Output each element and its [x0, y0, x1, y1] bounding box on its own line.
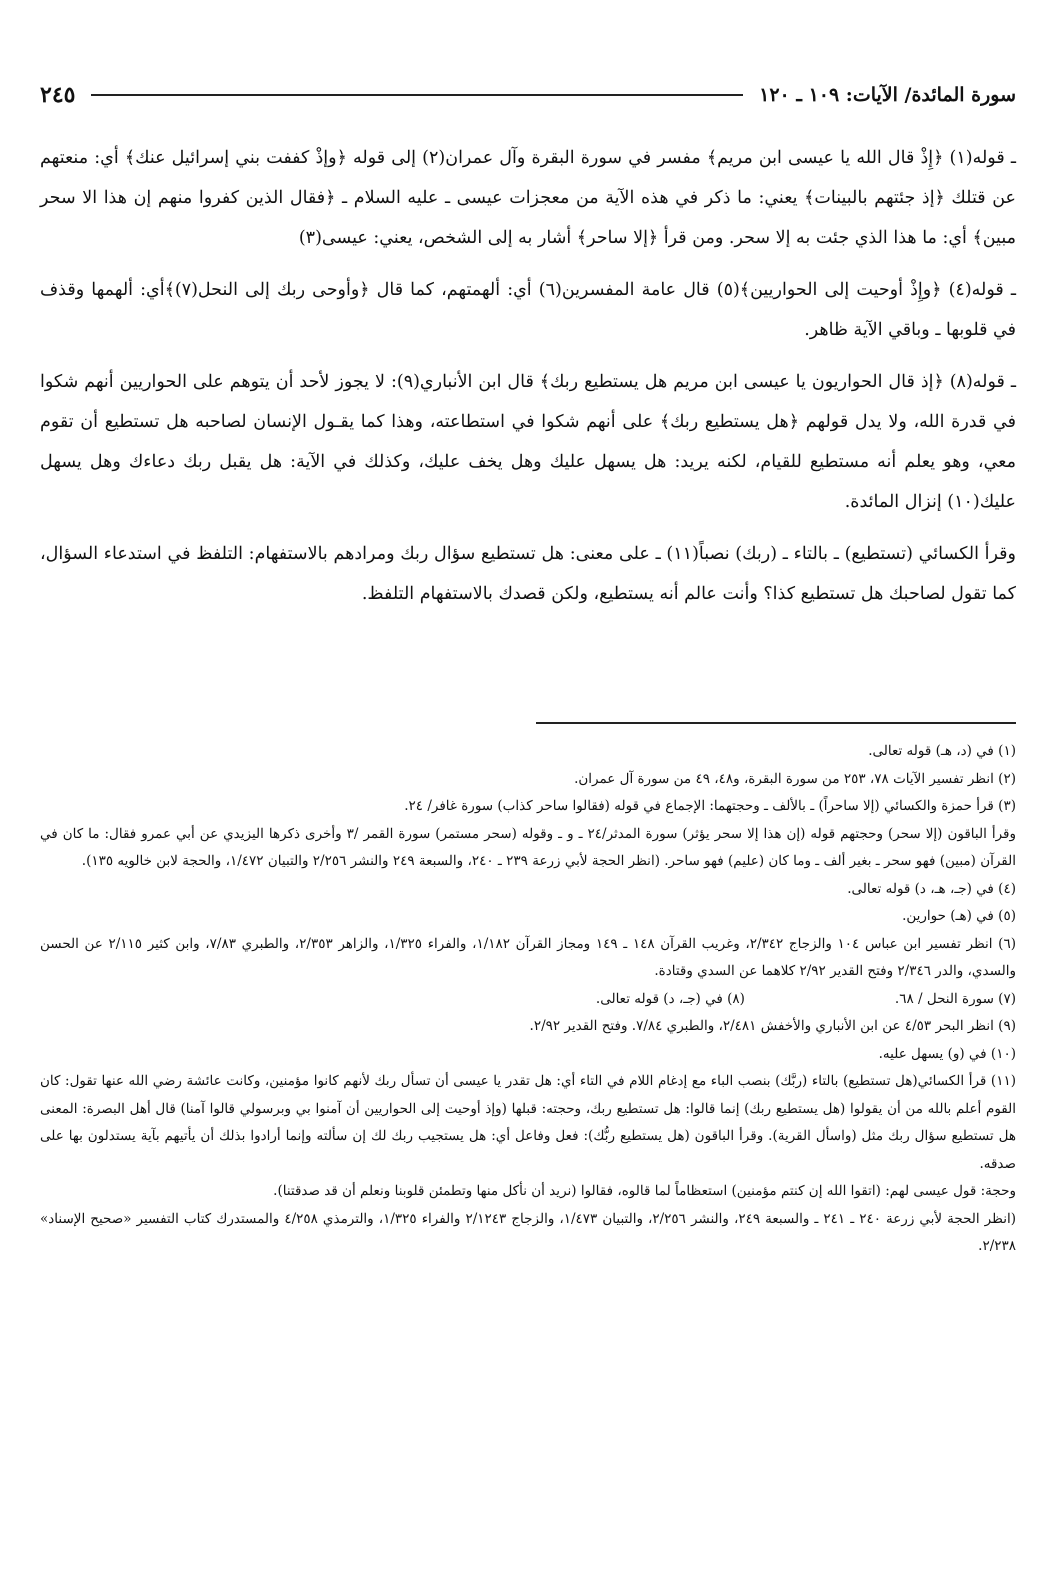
footnote: (انظر الحجة لأبي زرعة ٢٤٠ ـ ٢٤١ ـ والسبعة ٢٤٩، والنشر ٢/٢٥٦، والتبيان ١/٤٧٣، والزجاج ٢/١٢٤٣ والفراء ١/٣٢٥، والترمذي ٤/٢٥٨ والمستدرك كتاب التفسير «صحيح الإسناد» ٢/٢٣٨.: [40, 1210, 1016, 1254]
page-header: [40, 78, 1016, 112]
main-text: [40, 138, 1016, 626]
paragraph: ـ قوله(٤) ﴿وإِذْ أوحيت إلى الحواريين﴾(٥) قال عامة المفسرين(٦) أي: ألهمتهم، كما قال ﴿وأوحى ربك إلى النحل(٧)﴾أي: ألهمها وقذف في قلوبها ـ وباقي الآية ظاهر.: [40, 280, 1016, 340]
footnote: (٦) انظر تفسير ابن عباس ١٠٤ والزجاج ٢/٣٤٢، وغريب القرآن ١٤٨ ـ ١٤٩ ومجاز القرآن ١/١٨٢، والفراء ١/٣٢٥، والزاهر ٢/٣٥٣، والطبري ٧/٨٣، وابن كثير ٢/١١٥ عن الحسن والسدي، والدر ٢/٣٤٦ وفتح القدير ٢/٩٢ كلاهما عن السدي وقتادة.: [40, 935, 1016, 979]
footnote: (٧) سورة النحل / ٦٨.: [894, 990, 1016, 1007]
header-rule: [91, 94, 743, 96]
footnote-pair: [40, 986, 1016, 1014]
footnote: وحجة: قول عيسى لهم: (اتقوا الله إن كنتم مؤمنين) استعظاماً لما قالوه، فقالوا (نريد أن نأكل منها وتطمئن قلوبنا ونعلم أن قد صدقتنا).: [273, 1183, 1016, 1199]
footnote: (١٠) في (و) يسهل عليه.: [878, 1045, 1016, 1062]
footnote: وقرأ الباقون (إلا سحر) وحجتهم قوله (إن هذا إلا سحر يؤثر) سورة المدثر/٢٤ ـ و ـ وقوله (سحر مستمر) سورة القمر /٣ وأخرى ذكرها اليزيدي عن أبي عمرو فقال: ما كان في القرآن (مبين) فهو سحر ـ بغير ألف ـ وما كان (عليم) فهو ساحر. (انظر الحجة لأبي زرعة ٢٣٩ ـ ٢٤٠، والسبعة ٢٤٩ والنشر ٢/٢٥٦ والتبيان ١/٤٧٢، والحجة لابن خالويه ١٣٥).: [40, 825, 1016, 869]
footnotes: [40, 738, 1016, 1261]
running-title: سورة المائدة/ الآيات: ١٠٩ ـ ١٢٠: [759, 84, 1016, 106]
footnote: (٨) في (جـ، د) قوله تعالى.: [595, 990, 745, 1007]
paragraph: ـ قوله(١) ﴿إِذْ قال الله يا عيسى ابن مريم﴾ مفسر في سورة البقرة وآل عمران(٢) إلى قوله ﴿وإذْ كففت بني إسرائيل عنك﴾ أي: منعتهم عن قتلك ﴿إذ جئتهم بالبينات﴾ يعني: ما ذكر في هذه الآية من معجزات عيسى ـ عليه السلام ـ ﴿فقال الذين كفروا منهم إن هذا الا سحر مبين﴾ أي: ما هذا الذي جئت به إلا سحر. ومن قرأ ﴿إلا ساحر﴾ أشار به إلى الشخص، يعني: عيسى(٣): [40, 148, 1016, 248]
footnote: (١١) قرأ الكسائي(هل تستطيع) بالتاء (ربَّك) بنصب الباء مع إدغام اللام في التاء أي: هل تقدر يا عيسى أن تسأل ربك لأنهم كانوا مؤمنين، وكانت عائشة رضي الله عنها تقول: كان القوم أعلم بالله من أن يقولوا (هل يستطيع ربك) إنما قالوا: هل تستطيع ربك، وحجته: قبلها (وإذ أوحيت إلى الحواريين أن آمنوا بي وبرسولي قالوا آمنا) قال أهل البصرة: المعنى هل تستطيع سؤال ربك مثل (واسأل القرية). وقرأ الباقون (هل يستطيع ربُّك): فعل وفاعل أي: هل يستجيب ربك لك إن سألته وإنما أرادوا بذلك أن يأتيهم بآية يستدلون بها على صدقه.: [40, 1073, 1016, 1172]
footnote: (٥) في (هـ) حوارين.: [902, 908, 1016, 924]
page-number: ٢٤٥: [40, 82, 76, 108]
footnote: (١) في (د، هـ) قوله تعالى.: [868, 743, 1016, 759]
paragraph: ـ قوله(٨) ﴿إذ قال الحواريون يا عيسى ابن مريم هل يستطيع ربك﴾ قال ابن الأنباري(٩): لا يجوز لأحد أن يتوهم على الحواريين أنهم شكوا في قدرة الله، ولا يدل قولهم ﴿هل يستطيع ربك﴾ على أنهم شكوا في استطاعته، وهذا كما يقـول الإنسان لصاحبه هل تستطيع أن تقوم معي، وهو يعلم أنه مستطيع للقيام، لكنه يريد: هل يسهل عليك وهل يخف عليك، وكذلك في الآية: هل يقبل ربك دعاءك وهل يسهل عليك(١٠) إنزال المائدة.: [40, 372, 1016, 512]
footnote: (٢) انظر تفسير الآيات ٧٨، ٢٥٣ من سورة البقرة، و٤٨، ٤٩ من سورة آل عمران.: [574, 770, 1016, 787]
paragraph: وقرأ الكسائي (تستطيع) ـ بالتاء ـ (ربك) نصباً(١١) ـ على معنى: هل تستطيع سؤال ربك ومرادهم بالاستفهام: التلفظ في استدعاء السؤال، كما تقول لصاحبك هل تستطيع كذا؟ وأنت عالم أنه يستطيع، ولكن قصدك بالاستفهام التلفظ.: [40, 544, 1016, 604]
footnote: (٤) في (جـ، هـ، د) قوله تعالى.: [847, 880, 1016, 897]
footnote-separator: [536, 722, 1016, 724]
footnote: (٣) قرأ حمزة والكسائي (إلا ساحراً) ـ بالألف ـ وحجتهما: الإجماع في قوله (فقالوا ساحر كذاب) سورة غافر/ ٢٤.: [404, 798, 1016, 814]
footnote: (٩) انظر البحر ٤/٥٣ عن ابن الأنباري والأخفش ٢/٤٨١، والطبري ٧/٨٤. وفتح القدير ٢/٩٢.: [529, 1018, 1016, 1034]
